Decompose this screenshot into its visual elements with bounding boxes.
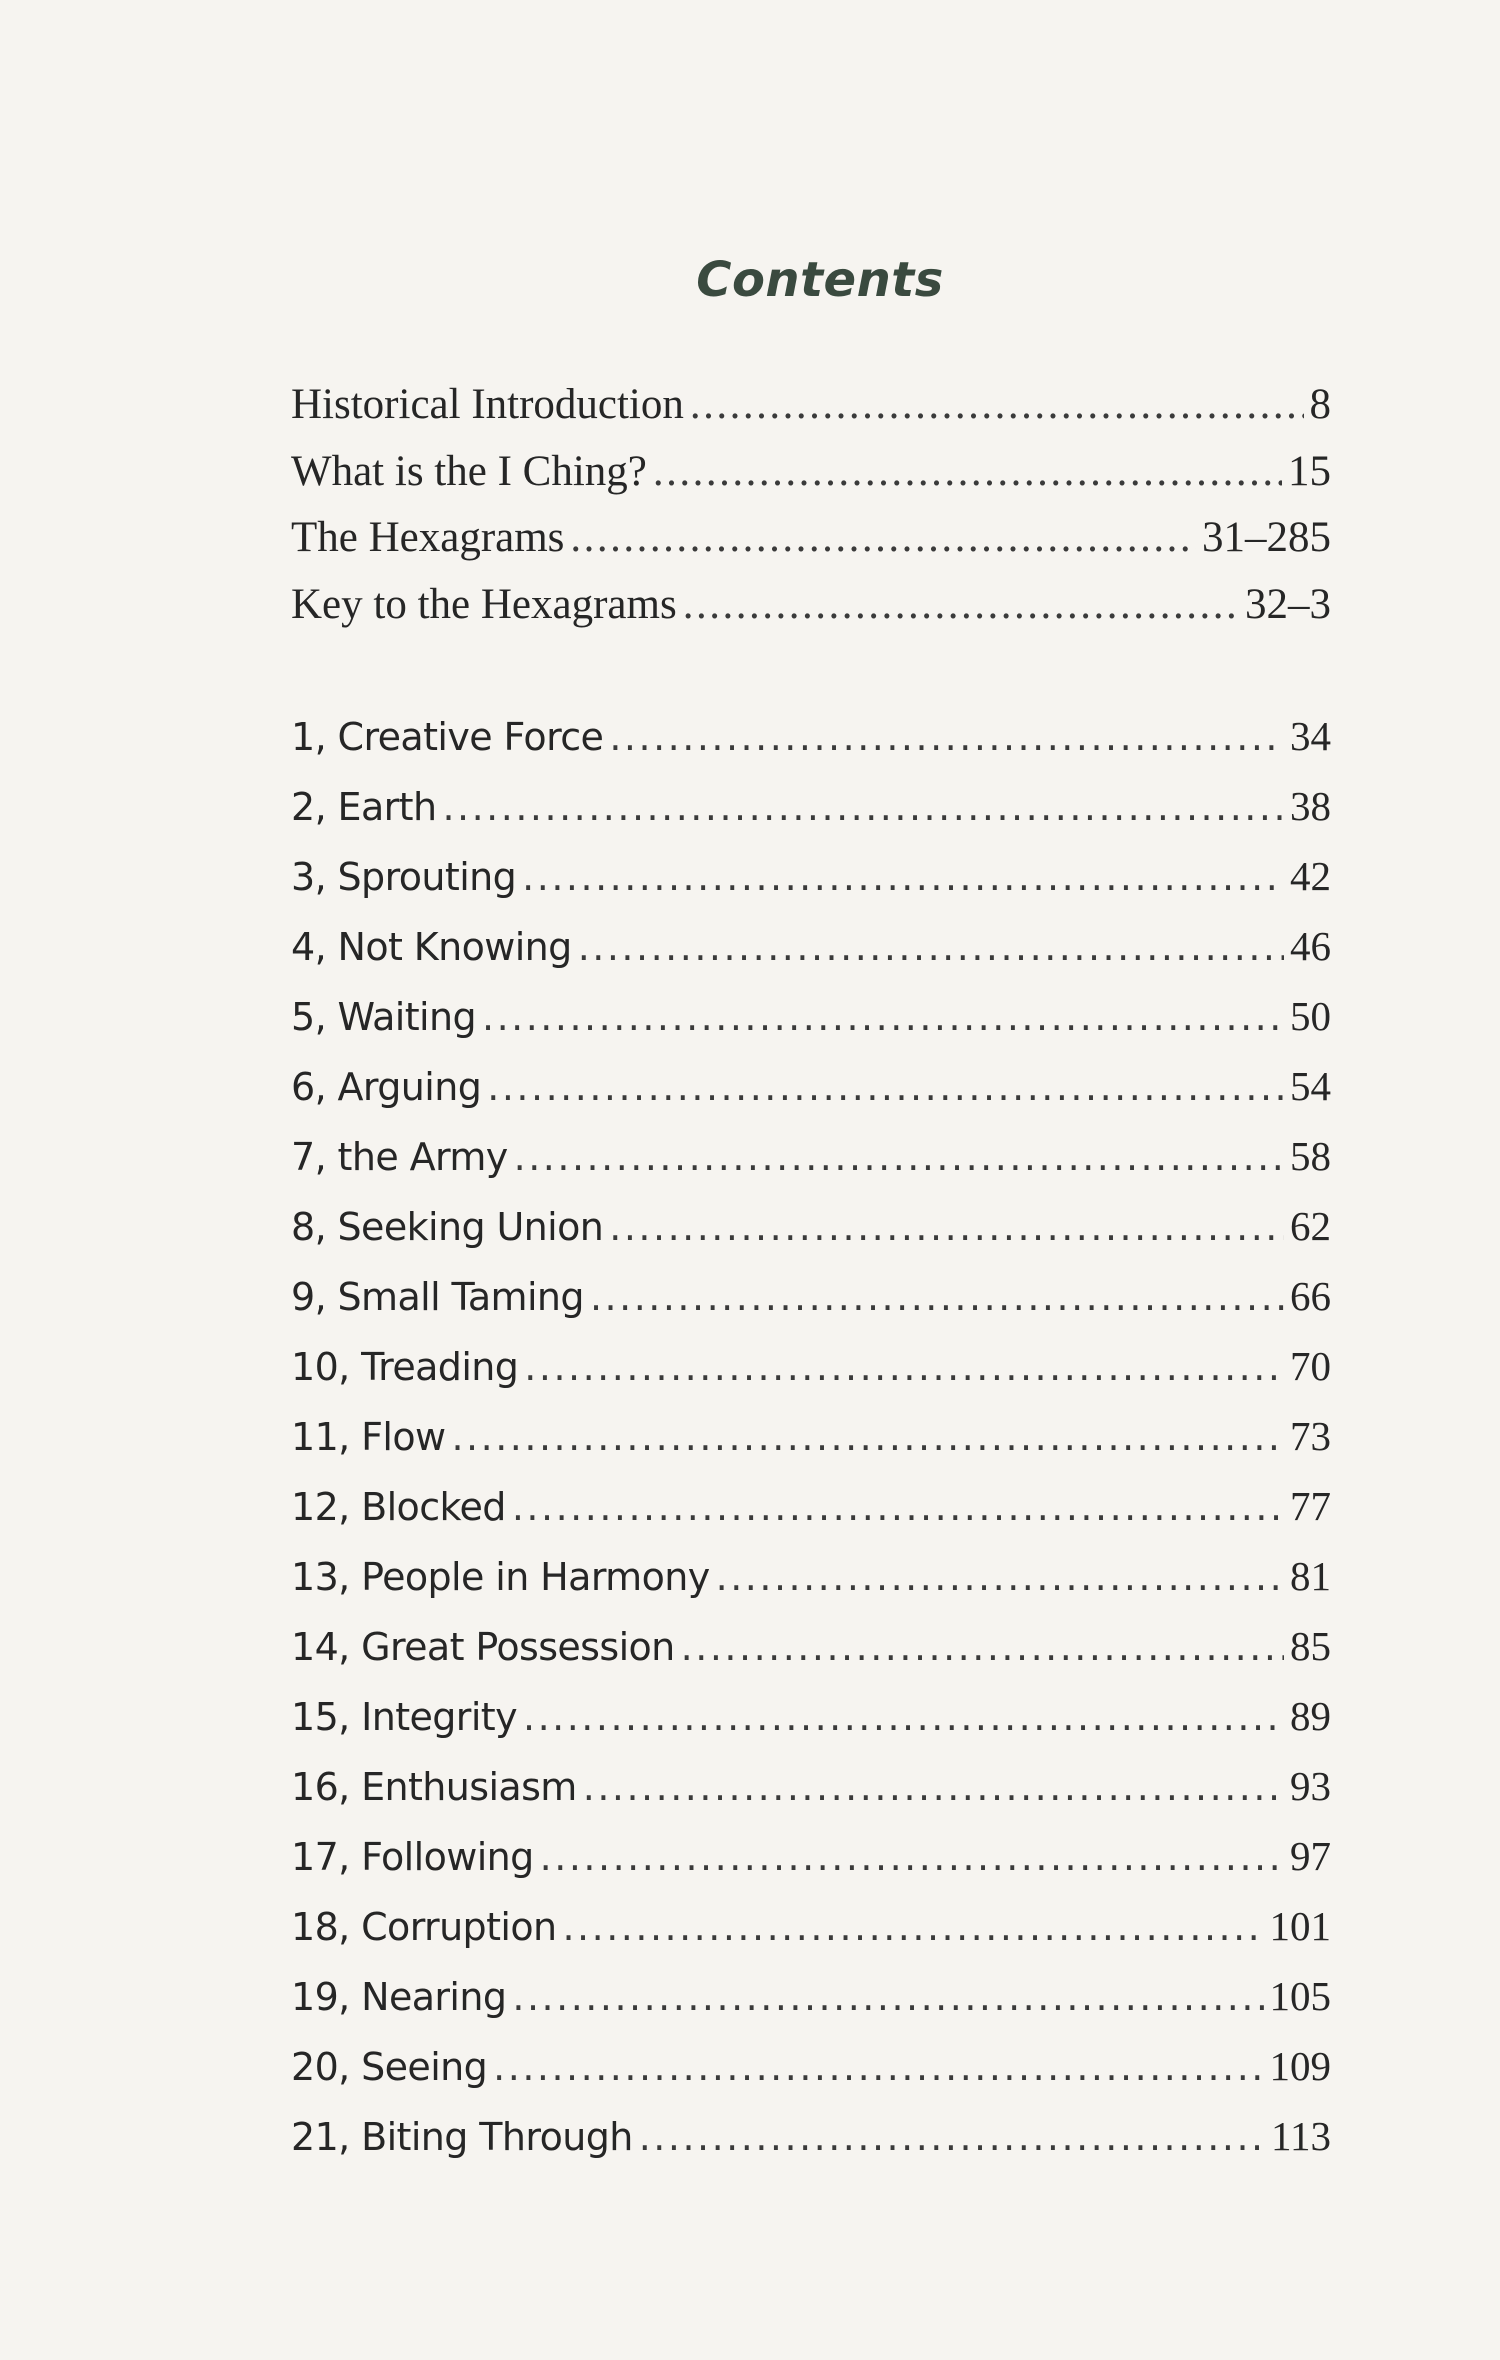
front-matter-list bbox=[291, 380, 1331, 646]
dot-leader bbox=[583, 1765, 1284, 1809]
hexagram-entry bbox=[291, 1972, 1331, 2042]
hexagram-label: 21, Biting Through bbox=[291, 2115, 633, 2159]
hexagram-list bbox=[291, 712, 1331, 2182]
hexagram-entry bbox=[291, 1622, 1331, 1692]
hexagram-page: 109 bbox=[1269, 2043, 1331, 2089]
toc-entry-label: What is the I Ching? bbox=[291, 447, 647, 495]
dot-leader bbox=[570, 513, 1196, 562]
page-title: Contents bbox=[696, 252, 944, 308]
hexagram-page: 89 bbox=[1290, 1693, 1331, 1739]
hexagram-label: 13, People in Harmony bbox=[291, 1555, 710, 1599]
hexagram-label: 18, Corruption bbox=[291, 1905, 557, 1949]
hexagram-entry bbox=[291, 1132, 1331, 1202]
dot-leader bbox=[487, 1065, 1284, 1109]
hexagram-label: 1, Creative Force bbox=[291, 715, 604, 759]
hexagram-page: 113 bbox=[1271, 2113, 1331, 2159]
hexagram-page: 66 bbox=[1290, 1273, 1331, 1319]
dot-leader bbox=[590, 1275, 1284, 1319]
hexagram-page: 42 bbox=[1290, 853, 1331, 899]
hexagram-page: 38 bbox=[1290, 783, 1331, 829]
dot-leader bbox=[690, 380, 1304, 429]
dot-leader bbox=[683, 580, 1239, 629]
toc-entry-label: The Hexagrams bbox=[291, 514, 565, 561]
hexagram-label: 15, Integrity bbox=[291, 1695, 517, 1739]
hexagram-page: 58 bbox=[1290, 1133, 1331, 1179]
hexagram-entry bbox=[291, 712, 1331, 782]
hexagram-entry bbox=[291, 1062, 1331, 1132]
hexagram-page: 97 bbox=[1290, 1833, 1331, 1879]
hexagram-page: 34 bbox=[1290, 713, 1331, 759]
hexagram-label: 2, Earth bbox=[291, 785, 437, 829]
hexagram-label: 17, Following bbox=[291, 1835, 534, 1879]
dot-leader bbox=[493, 2045, 1263, 2089]
toc-entry-the-hexagrams bbox=[291, 513, 1331, 580]
hexagram-entry bbox=[291, 1342, 1331, 1412]
hexagram-page: 77 bbox=[1290, 1483, 1331, 1529]
hexagram-page: 105 bbox=[1269, 1973, 1331, 2019]
hexagram-label: 19, Nearing bbox=[291, 1975, 507, 2019]
dot-leader bbox=[578, 925, 1284, 969]
hexagram-entry bbox=[291, 1412, 1331, 1482]
dot-leader bbox=[562, 1905, 1263, 1949]
dot-leader bbox=[442, 785, 1284, 829]
hexagram-page: 46 bbox=[1290, 923, 1331, 969]
hexagram-page: 81 bbox=[1290, 1553, 1331, 1599]
hexagram-page: 93 bbox=[1290, 1763, 1331, 1809]
toc-entry-page: 31–285 bbox=[1202, 514, 1331, 561]
toc-entry-page: 15 bbox=[1288, 447, 1331, 495]
hexagram-entry bbox=[291, 2042, 1331, 2112]
hexagram-label: 11, Flow bbox=[291, 1415, 446, 1459]
hexagram-label: 10, Treading bbox=[291, 1345, 519, 1389]
hexagram-label: 16, Enthusiasm bbox=[291, 1765, 577, 1809]
dot-leader bbox=[514, 1135, 1284, 1179]
dot-leader bbox=[716, 1555, 1284, 1599]
hexagram-entry bbox=[291, 922, 1331, 992]
dot-leader bbox=[653, 447, 1282, 496]
hexagram-label: 7, the Army bbox=[291, 1135, 508, 1179]
dot-leader bbox=[524, 1345, 1284, 1389]
hexagram-page: 70 bbox=[1290, 1343, 1331, 1389]
hexagram-label: 5, Waiting bbox=[291, 995, 476, 1039]
hexagram-page: 50 bbox=[1290, 993, 1331, 1039]
dot-leader bbox=[512, 1485, 1284, 1529]
dot-leader bbox=[609, 1205, 1284, 1249]
dot-leader bbox=[522, 855, 1284, 899]
hexagram-label: 12, Blocked bbox=[291, 1485, 506, 1529]
dot-leader bbox=[523, 1695, 1284, 1739]
dot-leader bbox=[639, 2115, 1265, 2159]
hexagram-page: 62 bbox=[1290, 1203, 1331, 1249]
hexagram-entry bbox=[291, 782, 1331, 852]
hexagram-label: 20, Seeing bbox=[291, 2045, 488, 2089]
hexagram-label: 6, Arguing bbox=[291, 1065, 482, 1109]
toc-entry-label: Key to the Hexagrams bbox=[291, 580, 677, 628]
toc-entry-label: Historical Introduction bbox=[291, 381, 684, 428]
dot-leader bbox=[451, 1415, 1284, 1459]
hexagram-entry bbox=[291, 1482, 1331, 1552]
toc-entry-key-to-the-hexagrams bbox=[291, 580, 1331, 647]
hexagram-entry bbox=[291, 1902, 1331, 1972]
hexagram-page: 85 bbox=[1290, 1623, 1331, 1669]
toc-entry-historical-introduction bbox=[291, 380, 1331, 447]
hexagram-entry bbox=[291, 1692, 1331, 1762]
toc-entry-what-is-the-i-ching bbox=[291, 447, 1331, 514]
dot-leader bbox=[482, 995, 1284, 1039]
hexagram-label: 14, Great Possession bbox=[291, 1625, 675, 1669]
hexagram-entry bbox=[291, 2112, 1331, 2182]
hexagram-label: 9, Small Taming bbox=[291, 1275, 584, 1319]
hexagram-page: 73 bbox=[1290, 1413, 1331, 1459]
hexagram-page: 54 bbox=[1290, 1063, 1331, 1109]
toc-entry-page: 8 bbox=[1309, 381, 1331, 428]
hexagram-entry bbox=[291, 852, 1331, 922]
hexagram-label: 8, Seeking Union bbox=[291, 1205, 604, 1249]
dot-leader bbox=[609, 715, 1284, 759]
hexagram-entry bbox=[291, 1552, 1331, 1622]
hexagram-label: 4, Not Knowing bbox=[291, 925, 572, 969]
hexagram-entry bbox=[291, 1832, 1331, 1902]
hexagram-page: 101 bbox=[1269, 1903, 1331, 1949]
dot-leader bbox=[681, 1625, 1284, 1669]
hexagram-entry bbox=[291, 1272, 1331, 1342]
hexagram-entry bbox=[291, 992, 1331, 1062]
hexagram-entry bbox=[291, 1762, 1331, 1832]
hexagram-label: 3, Sprouting bbox=[291, 855, 517, 899]
dot-leader bbox=[540, 1835, 1284, 1879]
dot-leader bbox=[512, 1975, 1263, 2019]
toc-entry-page: 32–3 bbox=[1245, 580, 1331, 628]
hexagram-entry bbox=[291, 1202, 1331, 1272]
